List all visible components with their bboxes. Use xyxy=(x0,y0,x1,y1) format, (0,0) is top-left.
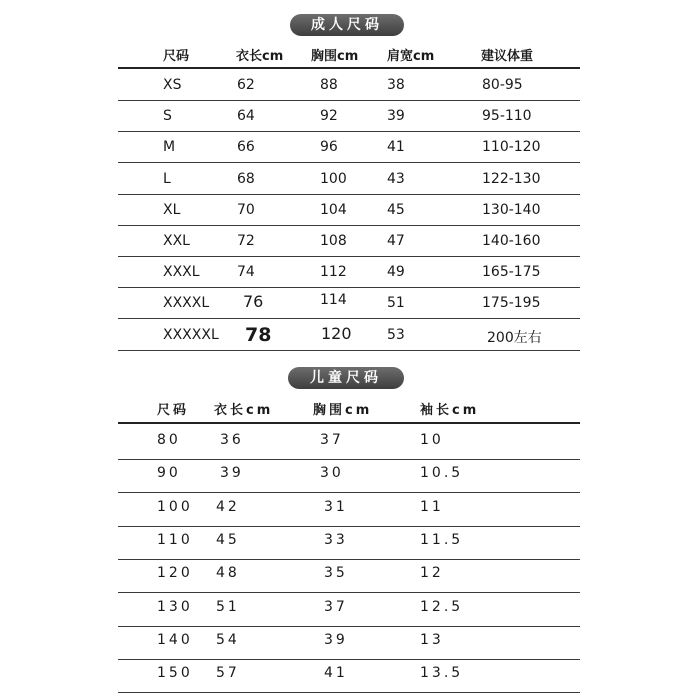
kids-header-cell: 尺码 xyxy=(157,403,190,418)
kids-row-rule xyxy=(118,659,580,660)
adult-cell: 53 xyxy=(387,326,405,343)
kids-cell: 54 xyxy=(216,631,240,648)
adult-row-rule xyxy=(118,256,580,257)
adult-cell: 39 xyxy=(387,108,405,125)
adult-row-rule xyxy=(118,100,580,101)
adult-cell: XXXL xyxy=(163,264,200,281)
adult-cell: 76 xyxy=(243,292,264,312)
adult-cell: 112 xyxy=(320,264,347,281)
kids-header-rule xyxy=(118,422,580,424)
adult-row-rule xyxy=(118,162,580,163)
adult-cell: 96 xyxy=(320,139,338,156)
kids-header-cell: 袖长cm xyxy=(420,403,480,418)
adult-cell: L xyxy=(163,170,171,187)
adult-cell: 165-175 xyxy=(482,264,541,281)
adult-cell: 100 xyxy=(320,170,347,187)
adult-row-rule xyxy=(118,225,580,226)
adult-cell: 78 xyxy=(245,323,272,346)
adult-cell: 49 xyxy=(387,264,405,281)
adult-cell: 70 xyxy=(237,201,255,218)
adult-row-rule xyxy=(118,287,580,288)
kids-cell: 37 xyxy=(320,432,344,448)
kids-size-title: 儿童尺码 xyxy=(288,367,404,389)
adult-cell: 74 xyxy=(237,264,255,281)
adult-cell: XL xyxy=(163,201,181,218)
adult-cell: XXXXL xyxy=(163,295,210,312)
adult-cell: 45 xyxy=(387,201,405,218)
adult-cell: 108 xyxy=(320,233,347,249)
kids-header-cell: 胸围cm xyxy=(313,403,373,418)
kids-cell: 57 xyxy=(216,665,240,682)
kids-cell: 13.5 xyxy=(420,665,464,682)
adult-header-cell: 建议体重 xyxy=(481,49,534,64)
adult-cell: 72 xyxy=(237,233,255,249)
kids-cell: 90 xyxy=(157,465,181,482)
kids-cell: 10 xyxy=(420,432,444,448)
adult-row-rule xyxy=(118,131,580,132)
adult-cell: 110-120 xyxy=(482,139,541,156)
adult-cell: 66 xyxy=(237,139,255,156)
adult-cell: 120 xyxy=(321,323,352,343)
adult-cell: 80-95 xyxy=(482,77,523,93)
kids-cell: 80 xyxy=(157,432,181,448)
kids-cell: 150 xyxy=(157,665,193,682)
kids-cell: 120 xyxy=(157,565,193,582)
kids-row-rule xyxy=(118,592,580,593)
kids-cell: 41 xyxy=(324,665,348,682)
adult-cell: 140-160 xyxy=(482,233,541,249)
adult-cell: 51 xyxy=(387,295,405,312)
kids-row-rule xyxy=(118,492,580,493)
adult-cell: 175-195 xyxy=(482,295,541,312)
kids-cell: 13 xyxy=(420,631,444,648)
adult-cell: 200左右 xyxy=(487,329,542,346)
kids-row-rule xyxy=(118,692,580,693)
kids-cell: 51 xyxy=(216,598,240,615)
adult-cell: 88 xyxy=(320,77,338,93)
kids-cell: 37 xyxy=(324,598,348,615)
kids-cell: 39 xyxy=(220,465,244,482)
adult-cell: 38 xyxy=(387,77,405,93)
adult-header-cell: 胸围cm xyxy=(311,49,359,64)
kids-cell: 110 xyxy=(157,531,193,548)
kids-row-rule xyxy=(118,626,580,627)
kids-cell: 45 xyxy=(216,531,240,548)
kids-cell: 30 xyxy=(320,465,344,482)
adult-cell: 104 xyxy=(320,201,347,218)
kids-cell: 39 xyxy=(324,631,348,648)
kids-cell: 36 xyxy=(220,432,244,448)
kids-cell: 42 xyxy=(216,498,240,515)
adult-cell: XXXXXL xyxy=(163,326,219,343)
adult-header-rule xyxy=(118,67,580,69)
kids-cell: 48 xyxy=(216,565,240,582)
kids-cell: 11 xyxy=(420,498,444,515)
kids-cell: 12 xyxy=(420,565,444,582)
adult-header-cell: 肩宽cm xyxy=(387,49,435,64)
kids-cell: 140 xyxy=(157,631,193,648)
adult-cell: 122-130 xyxy=(482,170,541,187)
kids-row-rule xyxy=(118,526,580,527)
adult-row-rule xyxy=(118,350,580,351)
kids-cell: 31 xyxy=(324,498,348,515)
kids-cell: 130 xyxy=(157,598,193,615)
adult-cell: 114 xyxy=(320,292,347,309)
adult-cell: 43 xyxy=(387,170,405,187)
adult-cell: XXL xyxy=(163,233,190,249)
adult-cell: 62 xyxy=(237,77,255,93)
adult-cell: S xyxy=(163,108,172,125)
adult-row-rule xyxy=(118,318,580,319)
kids-cell: 35 xyxy=(324,565,348,582)
adult-cell: 41 xyxy=(387,139,405,156)
kids-cell: 10.5 xyxy=(420,465,464,482)
adult-cell: 47 xyxy=(387,233,405,249)
adult-cell: M xyxy=(163,139,176,156)
kids-cell: 33 xyxy=(324,531,348,548)
adult-header-cell: 尺码 xyxy=(163,49,190,64)
kids-header-cell: 衣长cm xyxy=(214,403,274,418)
kids-cell: 12.5 xyxy=(420,598,464,615)
kids-row-rule xyxy=(118,459,580,460)
kids-row-rule xyxy=(118,559,580,560)
adult-cell: 68 xyxy=(237,170,255,187)
kids-cell: 11.5 xyxy=(420,531,464,548)
adult-cell: 95-110 xyxy=(482,108,532,125)
adult-cell: 92 xyxy=(320,108,338,125)
adult-cell: 130-140 xyxy=(482,201,541,218)
adult-header-cell: 衣长cm xyxy=(236,49,284,64)
kids-cell: 100 xyxy=(157,498,193,515)
adult-row-rule xyxy=(118,194,580,195)
adult-cell: 64 xyxy=(237,108,255,125)
adult-cell: XS xyxy=(163,77,182,93)
adult-size-title: 成人尺码 xyxy=(290,14,404,36)
